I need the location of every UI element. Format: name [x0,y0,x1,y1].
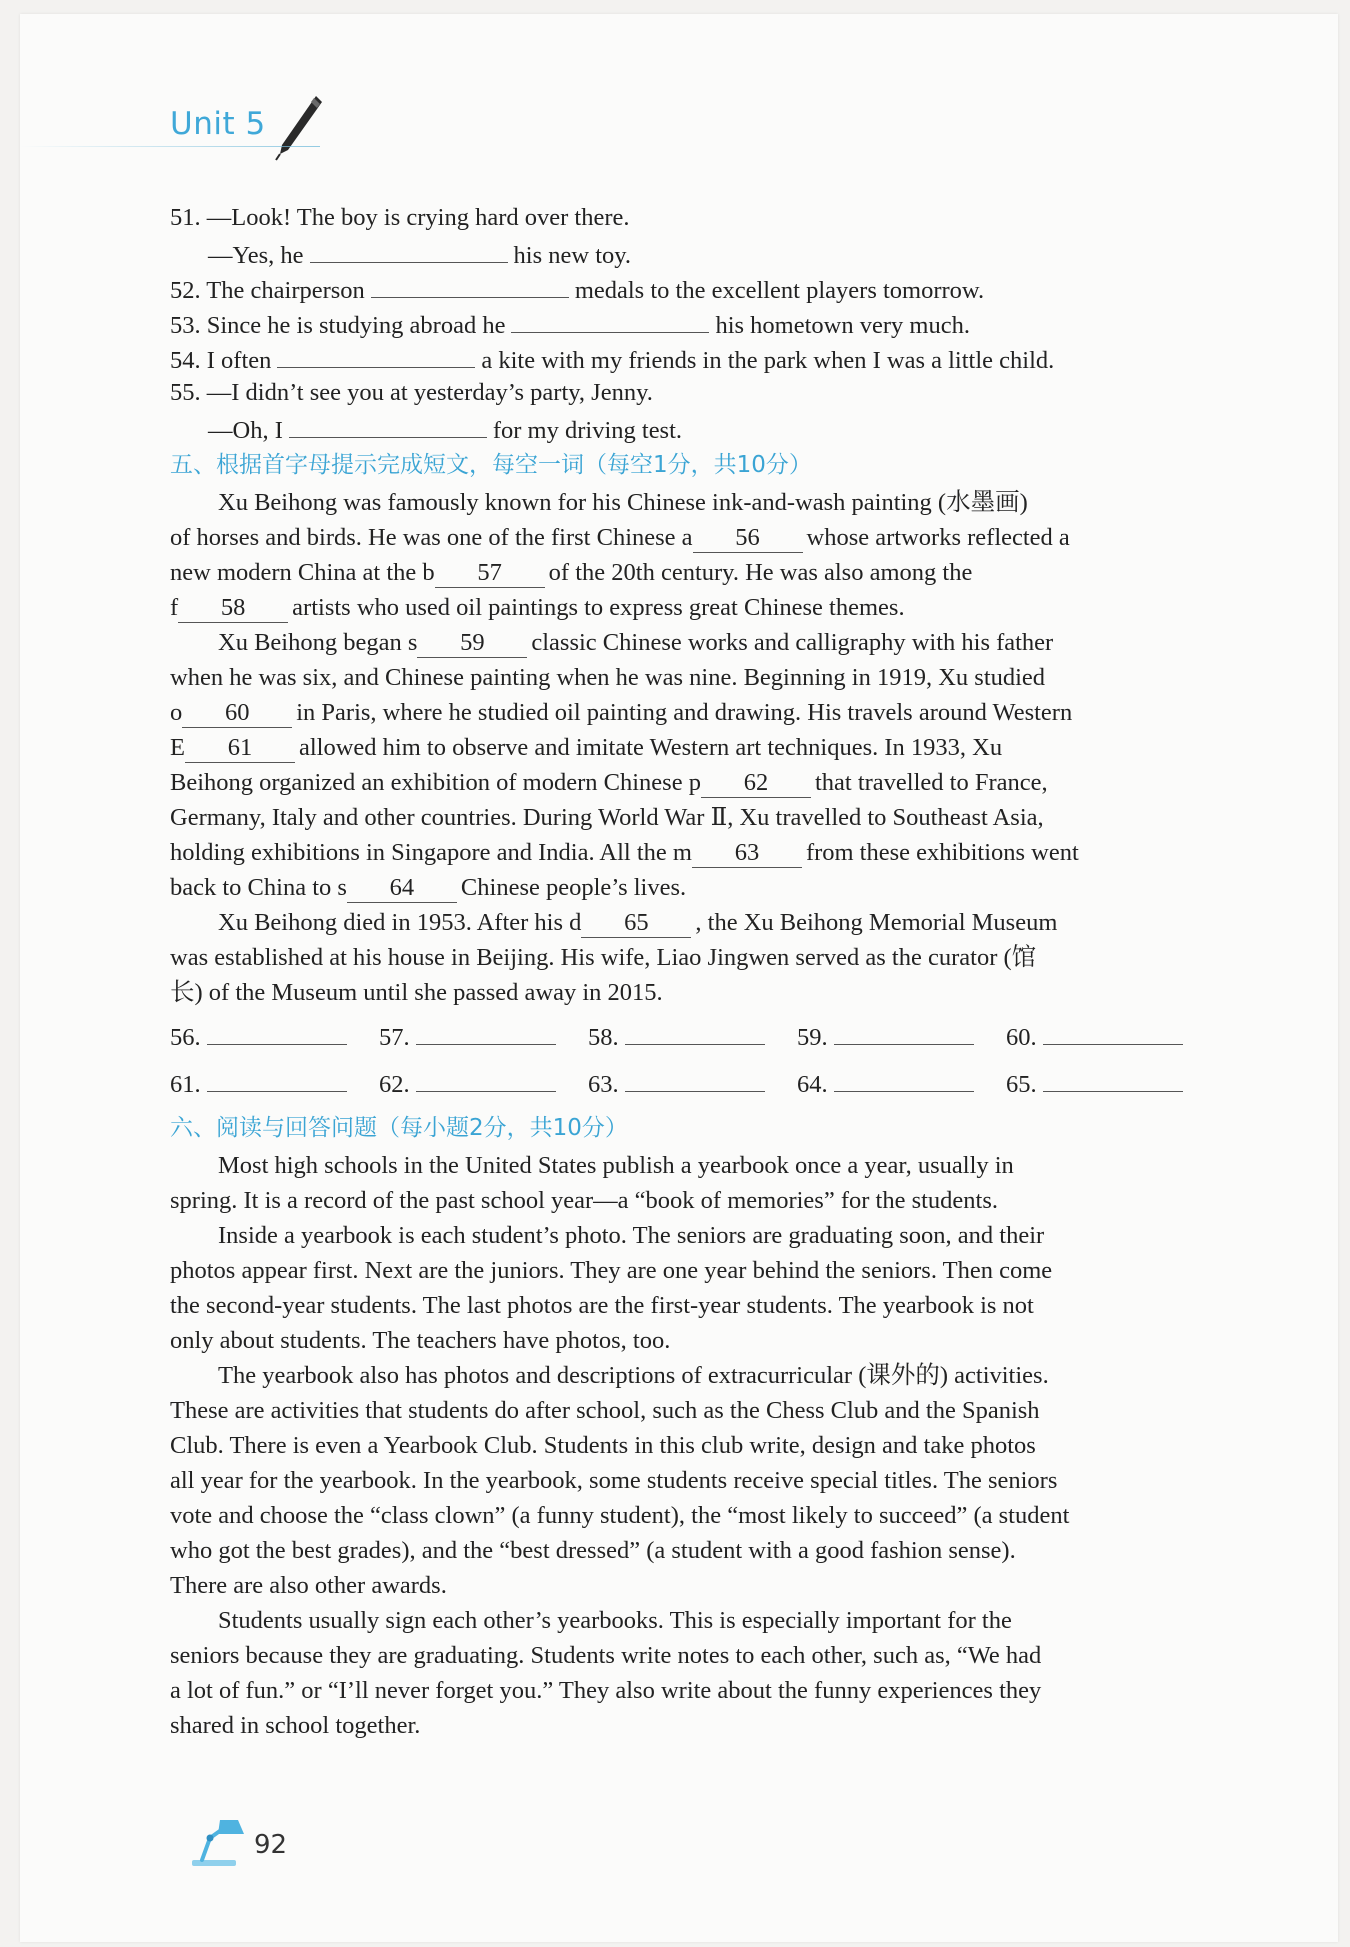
passage-line: vote and choose the “class clown” (a funny student), the “most likely to succeed” (a student [170,1502,1070,1529]
q53: 53. Since he is studying abroad he his hometown very much. [170,305,1230,340]
passage-line: was established at his house in Beijing. His wife, Liao Jingwen served as the curator (馆 [170,944,1037,971]
passage-line: f 58 artists who used oil paintings to express great Chinese themes. [170,594,905,621]
passage-line: who got the best grades), and the “best dressed” (a student with a good fashion sense). [170,1537,1016,1564]
passage-line: Students usually sign each other’s yearbooks. This is especially important for the [218,1607,1012,1634]
passage-line: spring. It is a record of the past school year—a “book of memories” for the students. [170,1187,998,1214]
section-5-title: 五、根据首字母提示完成短文，每空一词（每空1分，共10分） [170,452,812,478]
passage-line: The yearbook also has photos and descriptions of extracurricular (课外的) activities. [218,1362,1049,1389]
passage-line: new modern China at the b 57 of the 20th century. He was also among the [170,559,973,586]
passage-line: the second-year students. The last photos are the first-year students. The yearbook is not [170,1292,1034,1319]
unit-header [20,92,320,152]
blank-60[interactable]: 60 [182,699,292,728]
answer-line-61[interactable] [207,1061,347,1092]
answer-blank-55[interactable] [289,410,487,438]
answer-cell-59: 59. [797,1014,1006,1061]
answer-blank-54[interactable] [277,340,475,368]
q55-line1: 55. —I didn’t see you at yesterday’s party, Jenny. [170,379,653,406]
q55-line2: —Oh, I for my driving test. [170,410,1230,445]
q51-line2: —Yes, he his new toy. [170,235,1230,270]
passage-line: of horses and birds. He was one of the first Chinese a 56 whose artworks reflected a [170,524,1070,551]
q52: 52. The chairperson medals to the excellent players tomorrow. [170,270,1230,305]
section-5-passage [170,485,1230,1010]
pen-icon [270,92,325,162]
passage-line: Beihong organized an exhibition of modern Chinese p 62 that travelled to France, [170,769,1048,796]
section-6-title: 六、阅读与回答问题（每小题2分，共10分） [170,1115,628,1141]
answer-cell-57: 57. [379,1014,588,1061]
passage-line: shared in school together. [170,1712,421,1739]
passage-line: Xu Beihong began s 59 classic Chinese works and calligraphy with his father [218,629,1054,656]
passage-line: Xu Beihong was famously known for his Chinese ink-and-wash painting (水墨画) [218,489,1028,516]
answer-blank-53[interactable] [511,305,709,333]
page-footer [188,1814,388,1874]
passage-line: seniors because they are graduating. Students write notes to each other, such as, “We had [170,1642,1042,1669]
blank-64[interactable]: 64 [347,874,457,903]
answer-line-60[interactable] [1043,1014,1183,1045]
passage-line: back to China to s 64 Chinese people’s lives. [170,874,687,901]
passage-line: There are also other awards. [170,1572,447,1599]
passage-line: all year for the yearbook. In the yearbook, some students receive special titles. The seniors [170,1467,1058,1494]
answer-line-62[interactable] [416,1061,556,1092]
passage-line: Most high schools in the United States publish a yearbook once a year, usually in [218,1152,1014,1179]
blank-56[interactable]: 56 [693,524,803,553]
answer-blank-51[interactable] [310,235,508,263]
q54: 54. I often a kite with my friends in the park when I was a little child. [170,340,1230,375]
answer-cell-61: 61. [170,1061,379,1108]
answer-line-56[interactable] [207,1014,347,1045]
passage-line: when he was six, and Chinese painting when he was nine. Beginning in 1919, Xu studied [170,664,1046,691]
answer-line-65[interactable] [1043,1061,1183,1092]
blank-65[interactable]: 65 [581,909,691,938]
blank-59[interactable]: 59 [417,629,527,658]
answer-cell-64: 64. [797,1061,1006,1108]
desk-lamp-icon [188,1814,248,1868]
passage-line: Xu Beihong died in 1953. After his d 65 , the Xu Beihong Memorial Museum [218,909,1058,936]
answer-line-63[interactable] [625,1061,765,1092]
passage-line: o 60 in Paris, where he studied oil painting and drawing. His travels around Western [170,699,1073,726]
page [20,14,1338,1942]
answer-blank-52[interactable] [371,270,569,298]
answer-cell-65: 65. [1006,1061,1215,1108]
passage-line: a lot of fun.” or “I’ll never forget you.” They also write about the funny experiences they [170,1677,1042,1704]
passage-line: Germany, Italy and other countries. During World War Ⅱ, Xu travelled to Southeast Asia, [170,804,1044,831]
blank-58[interactable]: 58 [178,594,288,623]
answer-cell-58: 58. [588,1014,797,1061]
q51-line1: 51. —Look! The boy is crying hard over there. [170,204,630,231]
answer-cell-56: 56. [170,1014,379,1061]
answer-line-59[interactable] [834,1014,974,1045]
passage-line: Club. There is even a Yearbook Club. Students in this club write, design and take photos [170,1432,1036,1459]
blank-62[interactable]: 62 [701,769,811,798]
passage-line: E 61 allowed him to observe and imitate Western art techniques. In 1933, Xu [170,734,1003,761]
passage-line: These are activities that students do after school, such as the Chess Club and the Spanish [170,1397,1040,1424]
blank-63[interactable]: 63 [692,839,802,868]
answer-cell-62: 62. [379,1061,588,1108]
passage-line: 长) of the Museum until she passed away in 2015. [170,979,663,1006]
answer-cell-63: 63. [588,1061,797,1108]
passage-line: photos appear first. Next are the juniors. They are one year behind the seniors. Then come [170,1257,1053,1284]
answer-line-64[interactable] [834,1061,974,1092]
unit-title: Unit 5 [170,106,266,142]
header-rule [20,146,320,147]
section-6-passage [170,1148,1230,1743]
page-number: 92 [254,1830,288,1860]
answer-cell-60: 60. [1006,1014,1215,1061]
passage-line: only about students. The teachers have photos, too. [170,1327,671,1354]
passage-line: holding exhibitions in Singapore and India. All the m 63 from these exhibitions went [170,839,1079,866]
answer-line-58[interactable] [625,1014,765,1045]
answer-line-57[interactable] [416,1014,556,1045]
blank-57[interactable]: 57 [435,559,545,588]
exercise-content [170,200,1230,1743]
passage-line: Inside a yearbook is each student’s photo. The seniors are graduating soon, and their [218,1222,1045,1249]
answer-grid [170,1014,1230,1108]
blank-61[interactable]: 61 [185,734,295,763]
